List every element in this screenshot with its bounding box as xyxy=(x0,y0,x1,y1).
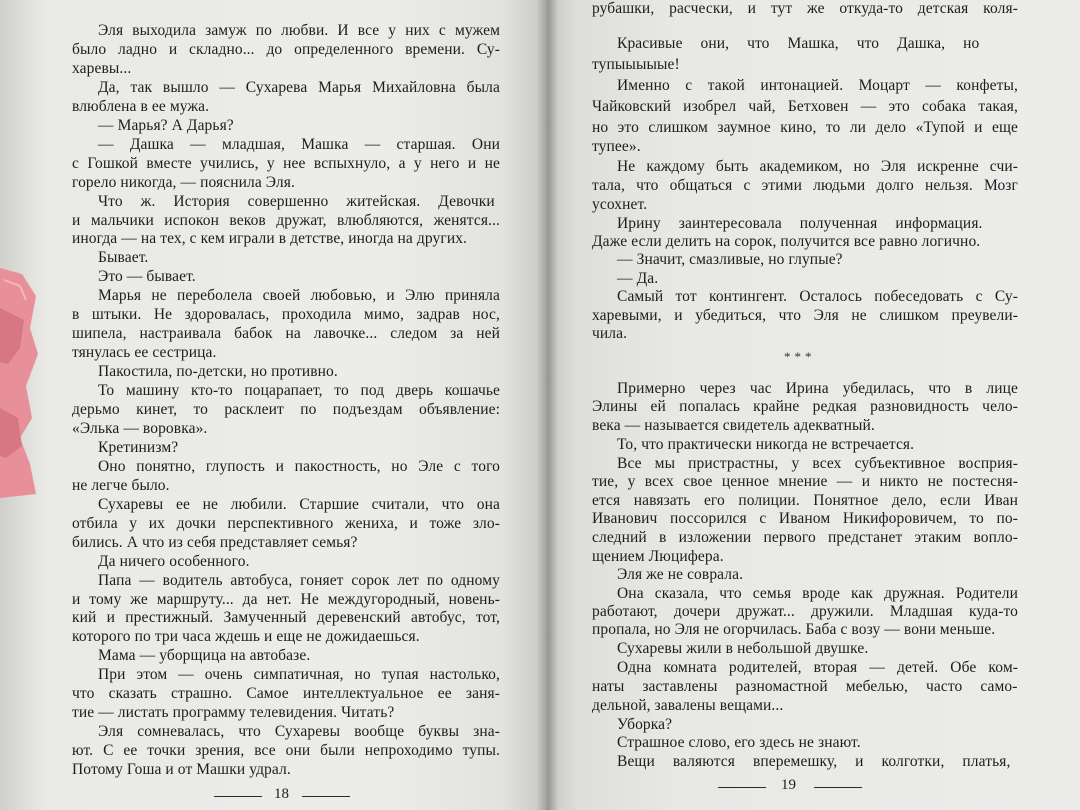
right-folio-rule-right xyxy=(814,787,862,788)
right-text-line: тупее». xyxy=(592,138,641,155)
right-text-line: Иванович поссорился с Иваном Никифоровичем, то по- xyxy=(592,510,1018,527)
left-folio-rule-right xyxy=(302,796,350,797)
left-text-line: Что ж. История совершенно житейская. Девочки xyxy=(98,192,495,210)
right-text-line: Одна комната родителей, вторая — детей. Обе ком- xyxy=(617,659,1018,676)
pink-bookmark-ribbon xyxy=(0,268,44,498)
left-text-line: Оно понятно, глупость и пакостность, но Эле с того xyxy=(98,457,500,475)
left-text-line: и мальчики испокон веков дружат, влюбляются, женятся... xyxy=(72,211,500,229)
left-text-line: — Дашка — младшая, Машка — старшая. Они xyxy=(98,135,500,153)
right-text-line: усохнет. xyxy=(592,196,648,213)
right-text-line: тие, у всех свое ценное мнение — и никто не постесня- xyxy=(592,473,1018,490)
right-text-line: Примерно через час Ирина убедилась, что в лице xyxy=(617,380,1018,397)
right-text-line: работают, дочери дружат... дружили. Младшая куда-то xyxy=(592,603,1018,620)
section-break: *** xyxy=(784,349,816,364)
right-folio-rule-left xyxy=(718,787,766,788)
right-text-line: Она сказала, что семья вроде как дружная. Родители xyxy=(617,585,1018,602)
left-text-line: в штыки. Не здоровалась, проходила мимо, задрав нос, xyxy=(72,306,500,324)
left-text-line: Эля сомневалась, что Сухаревы вообще буквы зна- xyxy=(98,723,500,741)
right-text-line: харевыми, и убедиться, что Эля не слишком преувели- xyxy=(592,307,1018,324)
left-text-line: которого по три часа ждешь и еще не дожидаешься. xyxy=(72,628,420,646)
right-page-number: 19 xyxy=(781,777,796,793)
left-page-number: 18 xyxy=(274,786,289,802)
right-text-line: щением Люцифера. xyxy=(592,548,724,565)
right-text-line: Ирину заинтересовала полученная информация. xyxy=(617,215,983,232)
left-text-line: и тому же маршруту... да нет. Не междугородный, новень- xyxy=(72,590,500,608)
left-text-line: Сухаревы ее не любили. Старшие считали, что она xyxy=(98,495,500,513)
left-text-line: влюблена в ее мужа. xyxy=(72,97,210,115)
left-text-line: Да, так вышло — Сухарева Марья Михайловна была xyxy=(98,78,500,96)
left-text-line: дерьмо кинет, то расклеит по подъездам объявление: xyxy=(72,401,500,418)
right-text-line: — Да. xyxy=(617,270,659,287)
left-text-line: отбила у их дочки перспективного жениха, и тоже зло- xyxy=(72,514,500,532)
left-text-line: с Гошкой вместе учились, у нее вспыхнуло, а у него и не xyxy=(72,154,500,172)
left-text-line: тие — листать программу телевидения. Читать? xyxy=(72,704,395,722)
right-text-line: дельной, завалены вещами... xyxy=(592,697,784,714)
right-text-line: века — называется свидетель адекватный. xyxy=(592,417,875,434)
right-text-line: следний в изложении первого предстанет этаким вопло- xyxy=(592,529,1018,546)
right-text-line: Уборка? xyxy=(617,716,673,733)
left-text-line: иногда — на тех, с кем играли в детстве, иногда на других. xyxy=(72,230,468,248)
right-text-line: чила. xyxy=(592,325,628,342)
right-text-line: тала, что общаться с этими людьми долго нельзя. Мозг xyxy=(592,177,1018,194)
left-text-line: Пакостила, по-детски, но противно. xyxy=(98,363,338,381)
right-text-line: Чайковский изобрел чай, Бетховен — это собака такая, xyxy=(592,98,1018,115)
right-text-line: Все мы пристрастны, у всех субъективное восприя- xyxy=(617,455,1018,472)
right-text-line: Сухаревы жили в небольшой двушке. xyxy=(617,640,869,657)
left-text-line: Потому Гоша и от Машки удрал. xyxy=(72,761,291,779)
left-text-line: тянулась ее сестрица. xyxy=(72,344,217,362)
right-text-line: Даже если делить на сорок, получится все равно логично. xyxy=(592,233,981,250)
left-text-line: горело никогда, — пояснила Эля. xyxy=(72,173,295,191)
left-text-line: бились. А что из себя представляет семья? xyxy=(72,533,358,551)
right-text-line: рубашки, расчески, и тут же откуда-то детская коля- xyxy=(592,0,1018,17)
right-text-line: Не каждому быть академиком, но Эля искренне счи- xyxy=(617,158,1018,175)
right-text-line: Самый тот контингент. Осталось побеседовать с Су- xyxy=(617,288,1018,305)
right-text-line: наты заставлены разномастной мебелью, часто само- xyxy=(592,678,1018,695)
left-text-line: «Элька — воровка». xyxy=(72,419,208,437)
right-text-line: но это слишком заумное кино, то ли дело «Тупой и еще xyxy=(592,119,1018,136)
right-text-line: Страшное слово, его здесь не знают. xyxy=(617,734,861,751)
left-text-line: было ладно и складно... до определенного времени. Су- xyxy=(72,40,500,58)
left-text-line: Марья не переболела своей любовью, и Элю приняла xyxy=(98,287,500,305)
left-text-line: То машину кто-то поцарапает, то под дверь кошачье xyxy=(98,382,500,400)
right-text-line: тупыыыыые! xyxy=(592,56,680,73)
right-text-line: ется навязать его полиции. Понятное дело, если Иван xyxy=(592,492,1018,509)
left-text-line: харевы... xyxy=(72,59,132,77)
right-text-line: пропала, но Эля не огорчилась. Баба с возу — вони меньше. xyxy=(592,621,996,638)
left-text-line: Эля выходила замуж по любви. И все у них с мужем xyxy=(98,22,500,39)
right-text-line: То, что практически никогда не встречается. xyxy=(617,436,915,453)
left-folio-rule-left xyxy=(214,796,262,797)
left-text-line: не легче было. xyxy=(72,476,170,494)
right-text-line: Эля же не соврала. xyxy=(617,566,744,583)
right-text-line: Элины ей попалась крайне редкая разновидность чело- xyxy=(592,398,1018,415)
left-text-line: Кретинизм? xyxy=(98,438,179,456)
left-text-line: Да ничего особенного. xyxy=(98,552,250,570)
right-text-line: Именно с такой интонацией. Моцарт — конфеты, xyxy=(617,77,1018,94)
right-text-line: Вещи валяются вперемешку, и колготки, платья, xyxy=(617,753,1011,770)
left-text-line: При этом — очень симпатичная, но тупая настолько, xyxy=(98,666,500,684)
left-text-line: Это — бывает. xyxy=(98,268,196,286)
left-text-line: Бывает. xyxy=(98,249,149,267)
left-text-line: что сказать страшно. Самое интеллектуальное ее заня- xyxy=(72,685,500,703)
book-gutter xyxy=(536,0,558,810)
left-text-line: Папа — водитель автобуса, гоняет сорок лет по одному xyxy=(98,571,500,589)
left-text-line: шипела, настраивала бабок на лавочке... следом за ней xyxy=(72,325,500,343)
left-text-line: кий и престижный. Замученный деревенский автобус, тот, xyxy=(72,609,500,627)
right-text-line: Красивые они, что Машка, что Дашка, но xyxy=(617,35,980,52)
right-text-line: — Значит, смазливые, но глупые? xyxy=(617,251,843,268)
left-text-line: Мама — уборщица на автобазе. xyxy=(98,647,311,665)
left-text-line: ют. С ее точки зрения, все они были непроходимо тупы. xyxy=(72,742,500,760)
left-text-line: — Марья? А Дарья? xyxy=(98,116,234,134)
